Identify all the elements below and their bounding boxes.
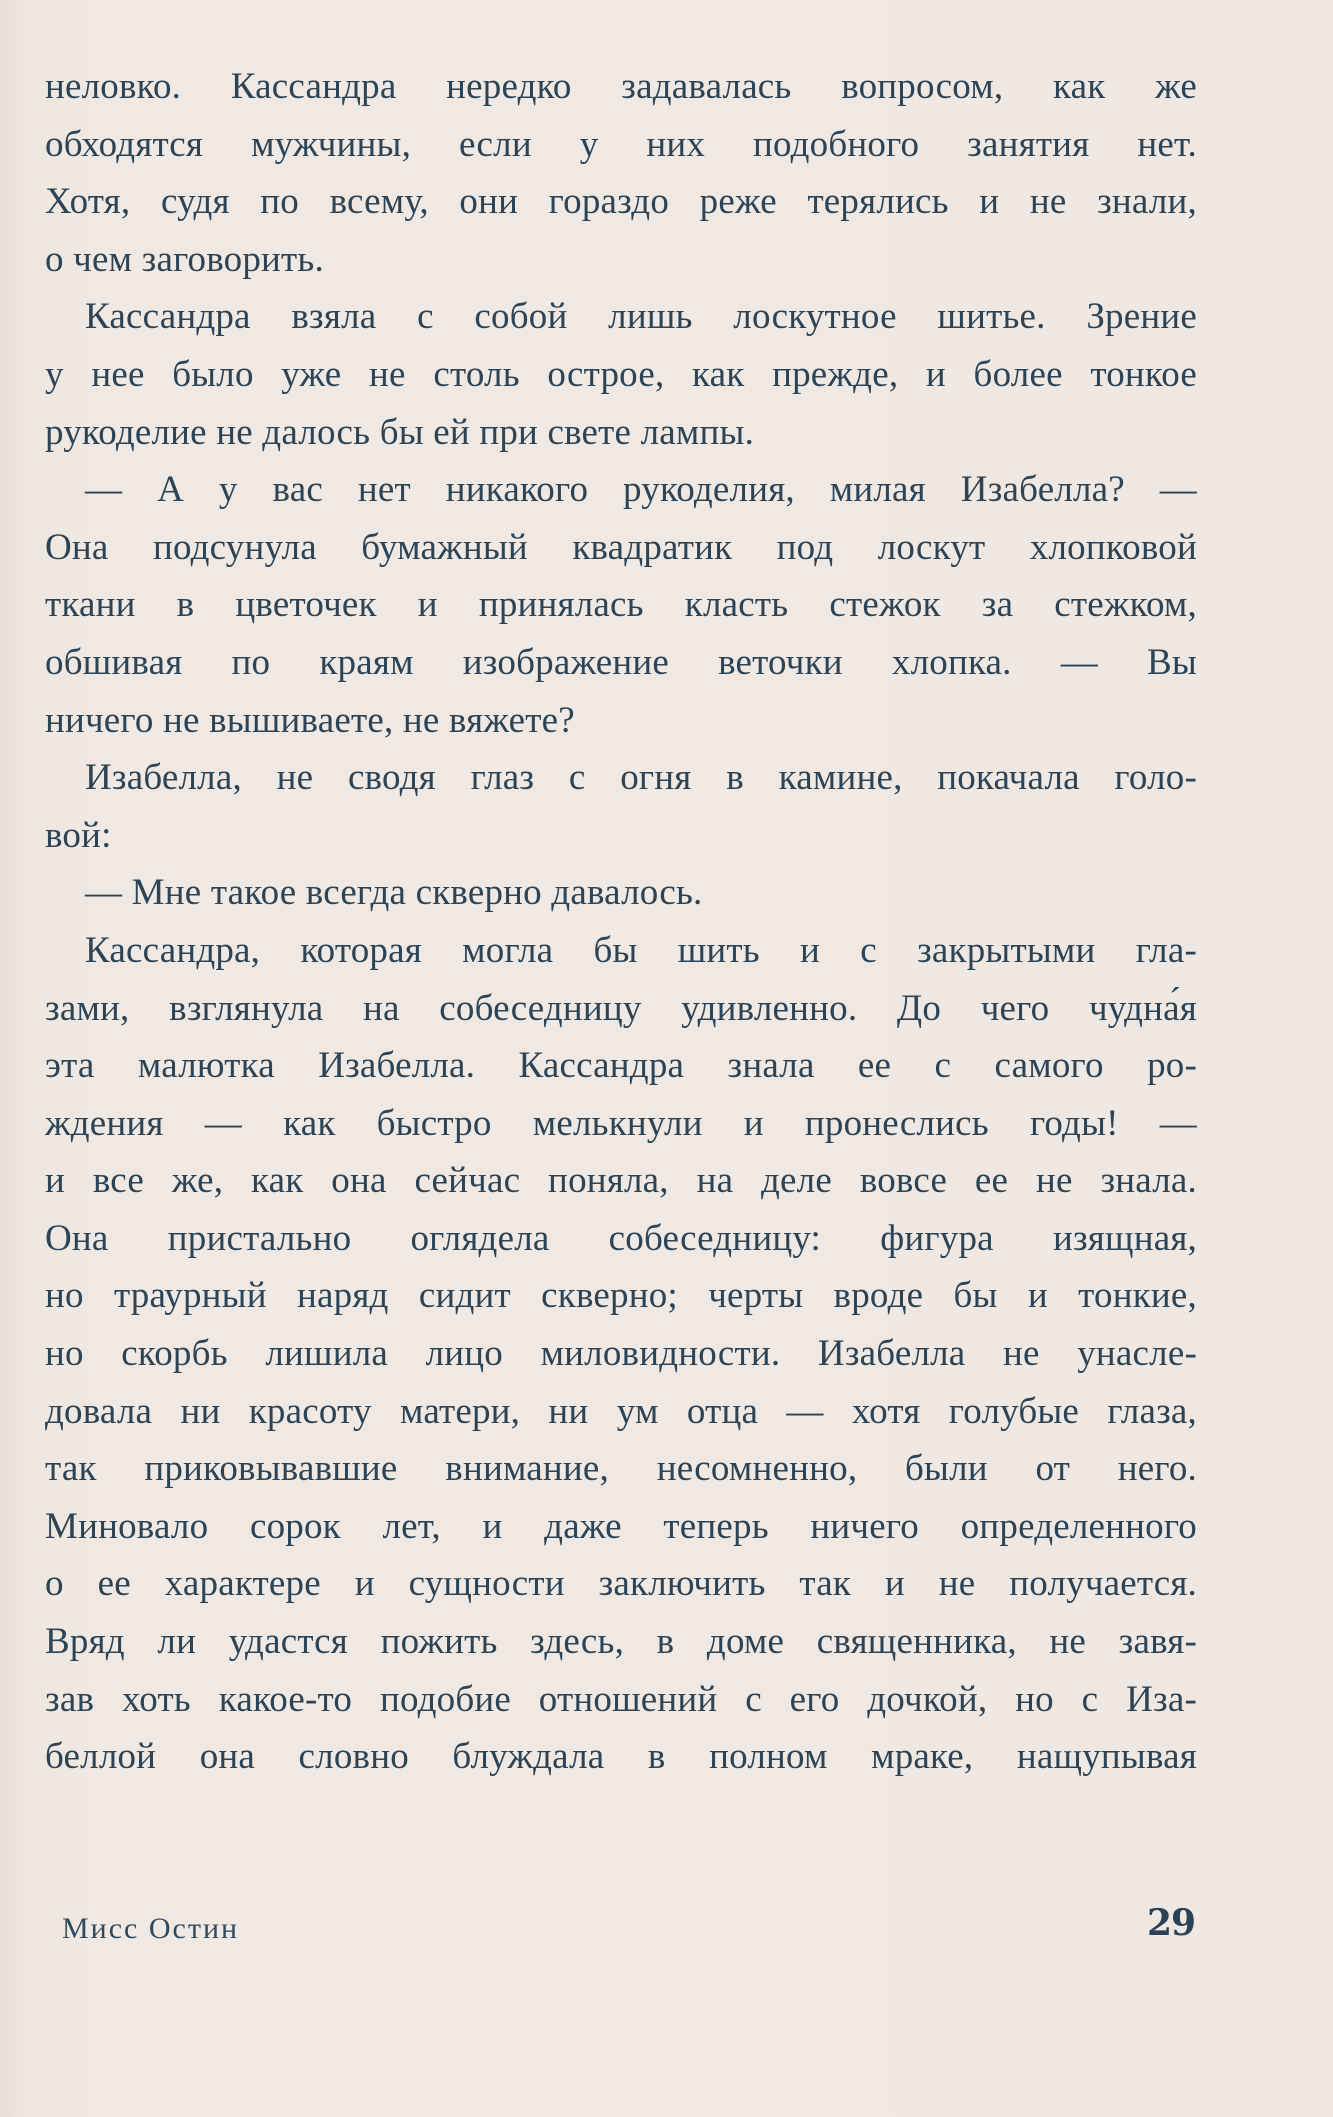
text-line: Вряд ли удастся пожить здесь, в доме священника, не завя- <box>45 1621 1197 1663</box>
text-line: обходятся мужчины, если у них подобного занятия нет. <box>45 123 1197 165</box>
text-line: довала ни красоту матери, ни ум отца — хотя голубые глаза, <box>45 1390 1197 1432</box>
page-number: 29 <box>1147 1902 1196 1944</box>
text-line: Она подсунула бумажный квадратик под лоскут хлопковой <box>45 526 1197 568</box>
text-line: обшивая по краям изображение веточки хлопка. — Вы <box>45 641 1197 683</box>
text-line: и все же, как она сейчас поняла, на деле вовсе ее не знала. <box>45 1160 1197 1202</box>
text-line: о чем заговорить. <box>45 238 324 280</box>
text-line: Кассандра взяла с собой лишь лоскутное шитье. Зрение <box>85 296 1197 338</box>
text-line: эта малютка Изабелла. Кассандра знала ее с самого ро- <box>45 1045 1197 1087</box>
text-line: у нее было уже не столь острое, как прежде, и более тонкое <box>45 353 1197 395</box>
text-line: рукоделие не далось бы ей при свете лампы. <box>45 411 755 453</box>
text-line: зав хоть какое-то подобие отношений с его дочкой, но с Иза- <box>45 1678 1197 1720</box>
text-line: зами, взглянула на собеседницу удивленно. До чего чудна́я <box>45 987 1197 1029</box>
text-line: но траурный наряд сидит скверно; черты вроде бы и тонкие, <box>45 1275 1197 1317</box>
text-line: беллой она словно блуждала в полном мраке, нащупывая <box>45 1736 1197 1778</box>
text-line: Кассандра, которая могла бы шить и с закрытыми гла- <box>85 929 1197 971</box>
text-line: но скорбь лишила лицо миловидности. Изабелла не унасле- <box>45 1333 1197 1375</box>
text-line: ничего не вышиваете, не вяжете? <box>45 699 575 741</box>
text-line: Изабелла, не сводя глаз с огня в камине, покачала голо- <box>85 757 1197 799</box>
text-line: — Мне такое всегда скверно давалось. <box>85 872 703 914</box>
text-line: неловко. Кассандра нередко задавалась вопросом, как же <box>45 66 1197 107</box>
running-title: Мисс Остин <box>62 1912 240 1945</box>
text-line: ткани в цветочек и принялась класть стежок за стежком, <box>45 584 1197 626</box>
text-line: Миновало сорок лет, и даже теперь ничего определенного <box>45 1505 1197 1547</box>
text-line: о ее характере и сущности заключить так и не получается. <box>45 1563 1197 1605</box>
text-line: Хотя, судя по всему, они гораздо реже терялись и не знали, <box>45 181 1197 223</box>
text-line: Она пристально оглядела собеседницу: фигура изящная, <box>45 1217 1197 1259</box>
body-text <box>45 58 1197 1786</box>
text-line: — А у вас нет никакого рукоделия, милая Изабелла? — <box>85 469 1197 511</box>
text-line: ждения — как быстро мелькнули и пронеслись годы! — <box>45 1102 1197 1144</box>
text-line: вой: <box>45 814 112 856</box>
text-line: так приковывавшие внимание, несомненно, были от него. <box>45 1448 1197 1490</box>
